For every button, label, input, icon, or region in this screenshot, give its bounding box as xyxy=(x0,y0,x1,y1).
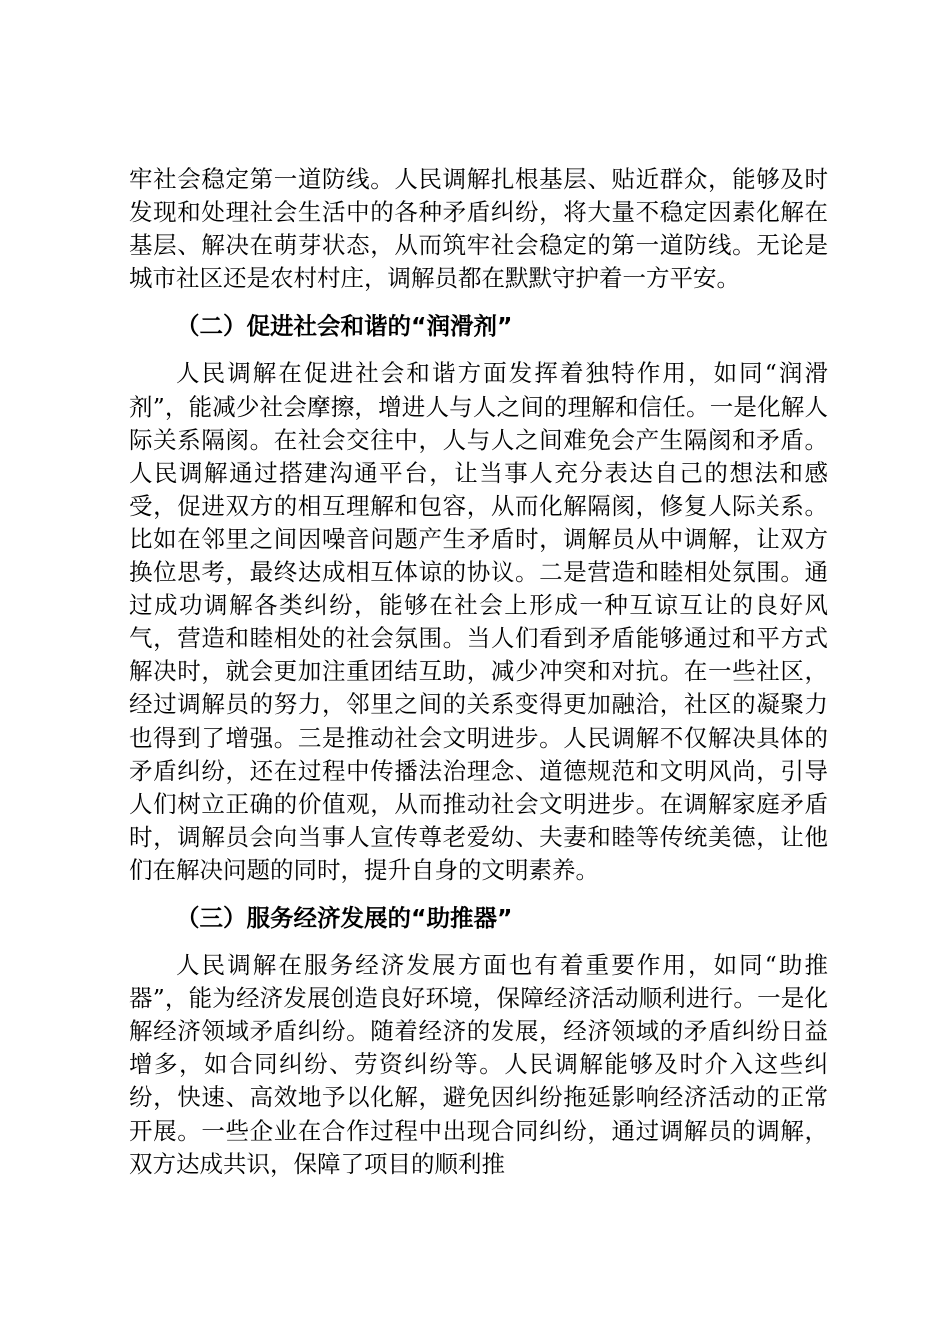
paragraph-economic-development: 人民调解在服务经济发展方面也有着重要作用，如同“助推器”，能为经济发展创造良好环境，保障经济活动顺利进行。一是化解经济领域矛盾纠纷。随着经济的发展，经济领域的矛盾纠纷日益增多，如合同纠纷、劳资纠纷等。人民调解能够及时介入这些纠纷，快速、高效地予以化解，避免因纠纷拖延影响经济活动的正常开展。一些企业在合作过程中出现合同纠纷，通过调解员的调解，双方达成共识，保障了项目的顺利推 xyxy=(129,951,828,1178)
section-heading-2: （二）促进社会和谐的“润滑剂” xyxy=(176,312,513,341)
paragraph-continuation: 牢社会稳定第一道防线。人民调解扎根基层、贴近群众，能够及时发现和处理社会生活中的各种矛盾纠纷，将大量不稳定因素化解在基层、解决在萌芽状态，从而筑牢社会稳定的第一道防线。无论是城市社区还是农村村庄，调解员都在默默守护着一方平安。 xyxy=(129,165,828,293)
document-body xyxy=(129,163,828,1181)
section-heading-3: （三）服务经济发展的“助推器” xyxy=(176,903,513,932)
paragraph-social-harmony: 人民调解在促进社会和谐方面发挥着独特作用，如同“润滑剂”，能减少社会摩擦，增进人与人之间的理解和信任。一是化解人际关系隔阂。在社会交往中，人与人之间难免会产生隔阂和矛盾。人民调解通过搭建沟通平台，让当事人充分表达自己的想法和感受，促进双方的相互理解和包容，从而化解隔阂，修复人际关系。比如在邻里之间因噪音问题产生矛盾时，调解员从中调解，让双方换位思考，最终达成相互体谅的协议。二是营造和睦相处氛围。通过成功调解各类纠纷，能够在社会上形成一种互谅互让的良好风气，营造和睦相处的社会氛围。当人们看到矛盾能够通过和平方式解决时，就会更加注重团结互助，减少冲突和对抗。在一些社区，经过调解员的努力，邻里之间的关系变得更加融洽，社区的凝聚力也得到了增强。三是推动社会文明进步。人民调解不仅解决具体的矛盾纠纷，还在过程中传播法治理念、道德规范和文明风尚，引导人们树立正确的价值观，从而推动社会文明进步。在调解家庭矛盾时，调解员会向当事人宣传尊老爱幼、夫妻和睦等传统美德，让他们在解决问题的同时，提升自身的文明素养。 xyxy=(129,359,828,884)
